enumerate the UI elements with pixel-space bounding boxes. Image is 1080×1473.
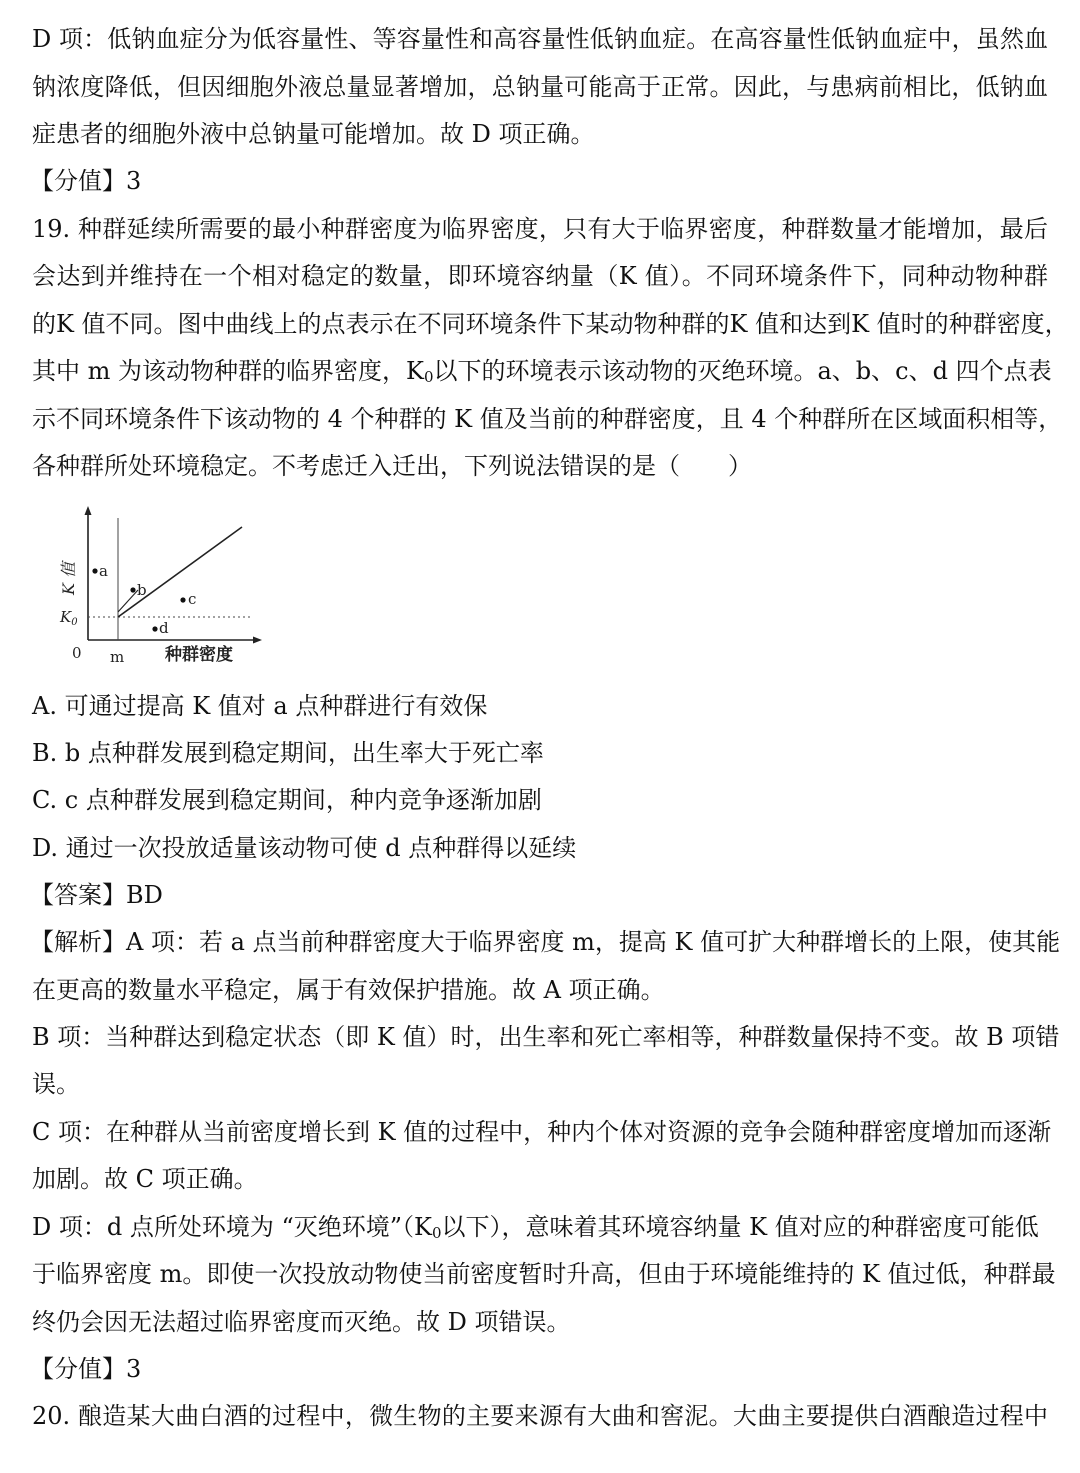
k0-axis-label: $K_0$: [60, 608, 78, 628]
x-axis-arrow: [253, 637, 262, 644]
analysis-a-line-2: 在更高的数量水平稳定，属于有效保护措施。故 A 项正确。: [32, 976, 665, 1004]
m-label: m: [110, 648, 125, 666]
point-b-label: b: [137, 581, 147, 599]
y-axis-label: K 值: [59, 561, 78, 595]
analysis-d-line-1b: 以下），意味着其环境容纳量 K 值对应的种群密度可能低: [441, 1213, 1039, 1241]
x-axis-label: 种群密度: [165, 645, 233, 665]
prev-d-analysis-line-1: D 项：低钠血症分为低容量性、等容量性和高容量性低钠血症。在高容量性低钠血症中，虽然血: [32, 25, 1048, 53]
analysis-d-line-1: [32, 1210, 1048, 1250]
answer: 【答案】BD: [30, 881, 163, 909]
figure-svg: [52, 500, 272, 680]
q19-stem-line-4a: 其中 m 为该动物种群的临界密度，: [32, 357, 407, 385]
q19-stem-line-4b: 以下的环境表示该动物的灭绝环境。a、b、c、d 四个点表: [433, 357, 1052, 385]
prev-d-analysis-line-2: 钠浓度降低，但因细胞外液总量显著增加，总钠量可能高于正常。因此，与患病前相比，低钠血: [32, 73, 1048, 101]
q19-stem-line-2: 会达到并维持在一个相对稳定的数量，即环境容纳量（K 值）。不同环境条件下，同种动物种群: [32, 262, 1048, 290]
option-d: D. 通过一次投放适量该动物可使 d 点种群得以延续: [32, 834, 577, 862]
q19-score: 【分值】3: [30, 1355, 142, 1383]
option-c: C. c 点种群发展到稳定期间，种内竞争逐渐加剧: [32, 786, 542, 814]
q19-stem-line-1: 19. 种群延续所需要的最小种群密度为临界密度，只有大于临界密度，种群数量才能增加，最后: [32, 215, 1048, 243]
origin-label: 0: [72, 644, 82, 662]
analysis-b-line-1: B 项：当种群达到稳定状态（即 K 值）时，出生率和死亡率相等，种群数量保持不变。故 B 项错: [32, 1023, 1060, 1051]
y-axis-arrow: [85, 506, 92, 515]
analysis-d-line-3: 终仍会因无法超过临界密度而灭绝。故 D 项错误。: [32, 1308, 571, 1336]
analysis-b-line-2: 误。: [32, 1070, 80, 1098]
analysis-c-line-2: 加剧。故 C 项正确。: [32, 1165, 258, 1193]
point-d-label: d: [159, 619, 169, 637]
analysis-d-line-1a: D 项：d 点所处环境为 “灭绝环境”（: [32, 1213, 415, 1241]
option-a: A. 可通过提高 K 值对 a 点种群进行有效保: [32, 692, 488, 720]
analysis-d-line-2: 于临界密度 m。即使一次投放动物使当前密度暂时升高，但由于环境能维持的 K 值过低，种群最: [32, 1260, 1056, 1288]
option-b: B. b 点种群发展到稳定期间，出生率大于死亡率: [32, 739, 544, 767]
q20-stem-line-1: 20. 酿造某大曲白酒的过程中，微生物的主要来源有大曲和窖泥。大曲主要提供白酒酿造过程中: [32, 1402, 1048, 1430]
kvalue-curve: [118, 527, 242, 617]
analysis-c-line-1: C 项：在种群从当前密度增长到 K 值的过程中，种内个体对资源的竞争会随种群密度增加而逐渐: [32, 1118, 1052, 1146]
q19-stem-line-5: 示不同环境条件下该动物的 4 个种群的 K 值及当前的种群密度，且 4 个种群所在区域面积相等，: [32, 405, 1063, 433]
point-a: [92, 568, 97, 573]
q19-stem-line-6: 各种群所处环境稳定。不考虑迁入迁出，下列说法错误的是（ ）: [32, 452, 752, 480]
q19-stem-line-3: 的K 值不同。图中曲线上的点表示在不同环境条件下某动物种群的K 值和达到K 值时的种群密度，: [32, 310, 1069, 338]
point-a-label: a: [99, 562, 108, 580]
k0-inline: $K_0$: [406, 357, 434, 386]
point-b: [130, 587, 135, 592]
point-d: [152, 626, 157, 631]
prev-score: 【分值】3: [30, 167, 142, 195]
prev-d-analysis-line-3: 症患者的细胞外液中总钠量可能增加。故 D 项正确。: [32, 120, 595, 148]
point-c-label: c: [188, 590, 197, 608]
q19-stem-line-4: [32, 354, 1052, 394]
kvalue-curve-short: [118, 590, 138, 612]
k-value-figure: [52, 500, 272, 680]
k0-inline-2: $K_0$: [414, 1213, 442, 1242]
point-c: [180, 597, 185, 602]
analysis-a-line-1: 【解析】A 项：若 a 点当前种群密度大于临界密度 m，提高 K 值可扩大种群增长的上限，使其能: [30, 928, 1061, 956]
